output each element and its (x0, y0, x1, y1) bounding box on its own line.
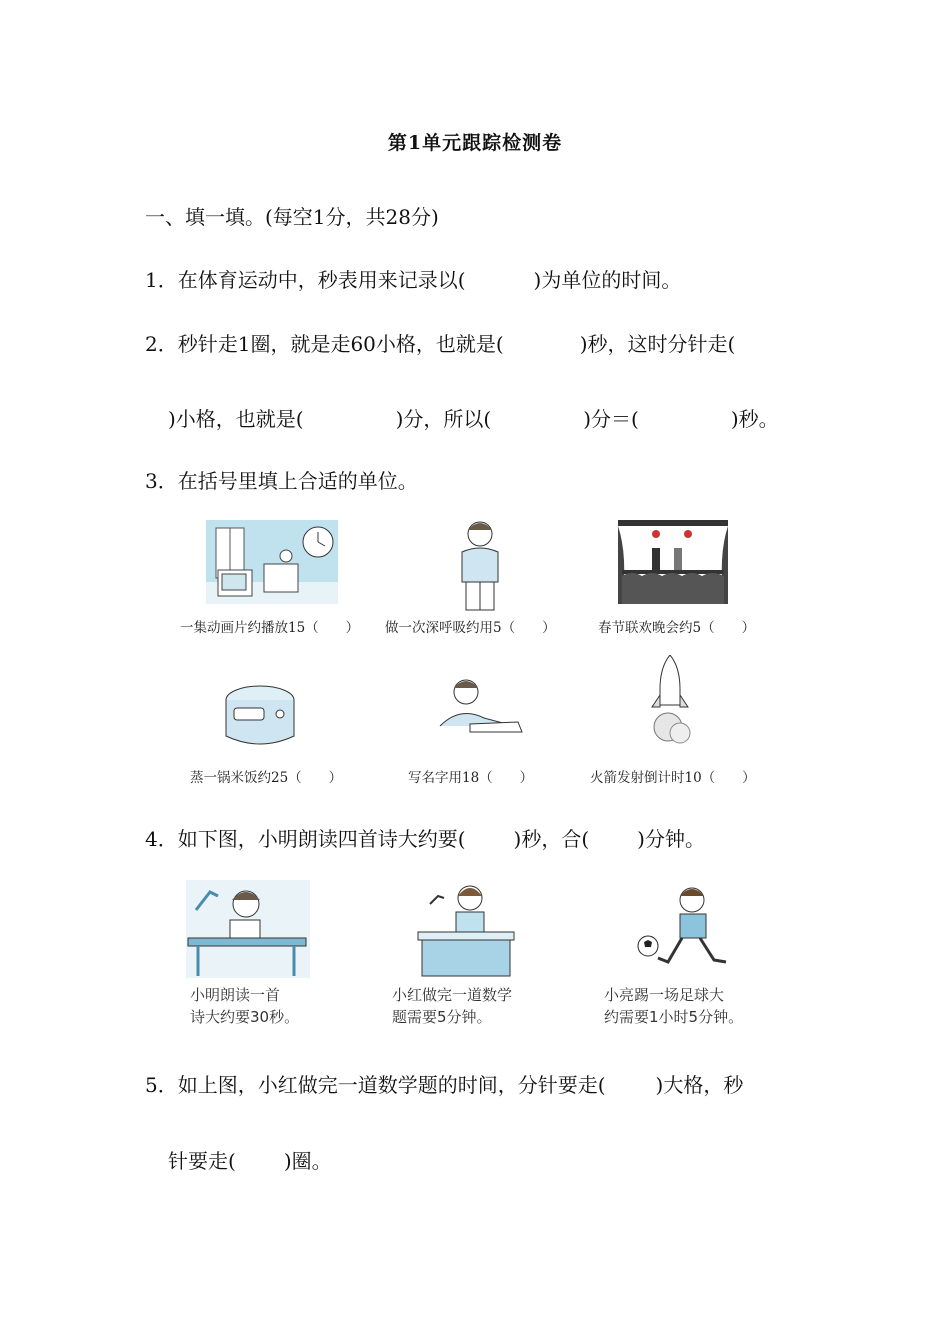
caption-cartoon: 一集动画片约播放15（ ） (180, 620, 360, 636)
q4-text-a: 4．如下图，小明朗读四首诗大约要( (145, 827, 466, 851)
section-heading: 一、填一填。(每空1分，共28分) (145, 205, 439, 229)
q2-text-c: )小格，也就是( (168, 407, 304, 431)
question-4 (145, 825, 705, 853)
q2-text-d: )分，所以( (395, 407, 492, 431)
q5-text-c: 针要走( (168, 1149, 236, 1173)
writing-girl-illustration (416, 880, 516, 978)
q5-text-a: 5．如上图，小红做完一道数学题的时间，分针要走( (145, 1073, 606, 1097)
living-room-illustration (206, 520, 338, 604)
question-2-line-1 (145, 330, 735, 358)
caption-xiaohong (392, 984, 512, 1028)
q2-text-a: 2．秒针走1圈，就是走60小格，也就是( (145, 332, 504, 356)
caption-gala: 春节联欢晚会约5（ ） (598, 620, 756, 636)
caption-xiaoliang (604, 984, 743, 1028)
caption-line: 小明朗读一首 (190, 986, 281, 1004)
boy-breathing-illustration (446, 518, 516, 612)
q1-text-a: 1．在体育运动中，秒表用来记录以( (145, 268, 466, 292)
q4-text-c: )分钟。 (637, 827, 705, 851)
caption-line: 小红做完一道数学 (392, 986, 513, 1004)
caption-line: 诗大约要30秒。 (190, 1008, 300, 1026)
question-3: 3．在括号里填上合适的单位。 (145, 469, 418, 493)
caption-name: 写名字用18（ ） (408, 770, 534, 786)
q1-text-b: )为单位的时间。 (533, 268, 682, 292)
q2-text-f: )秒。 (730, 407, 779, 431)
question-5-line-1 (145, 1071, 743, 1099)
boy-writing-illustration (430, 674, 526, 744)
page-title: 第1单元跟踪检测卷 (387, 132, 563, 154)
caption-line: 约需要1小时5分钟。 (604, 1008, 744, 1026)
q5-text-b: )大格，秒 (655, 1073, 744, 1097)
football-boy-illustration (634, 880, 744, 978)
caption-line: 题需要5分钟。 (392, 1008, 492, 1026)
question-5-line-2 (168, 1147, 332, 1175)
caption-rocket: 火箭发射倒计时10（ ） (590, 770, 756, 786)
q5-text-d: )圈。 (283, 1149, 332, 1173)
rice-cooker-illustration (222, 682, 300, 752)
caption-rice: 蒸一锅米饭约25（ ） (190, 770, 343, 786)
q2-text-b: )秒，这时分针走( (579, 332, 736, 356)
q2-text-e: )分＝( (583, 407, 639, 431)
reading-boy-illustration (186, 880, 310, 978)
caption-line: 小亮踢一场足球大 (604, 986, 725, 1004)
caption-breath: 做一次深呼吸约用5（ ） (385, 620, 556, 636)
question-2-line-2 (168, 405, 779, 433)
stage-show-illustration (618, 520, 728, 604)
question-1 (145, 266, 681, 294)
q4-text-b: )秒，合( (513, 827, 590, 851)
caption-xiaoming (190, 984, 299, 1028)
rocket-illustration (640, 655, 700, 749)
